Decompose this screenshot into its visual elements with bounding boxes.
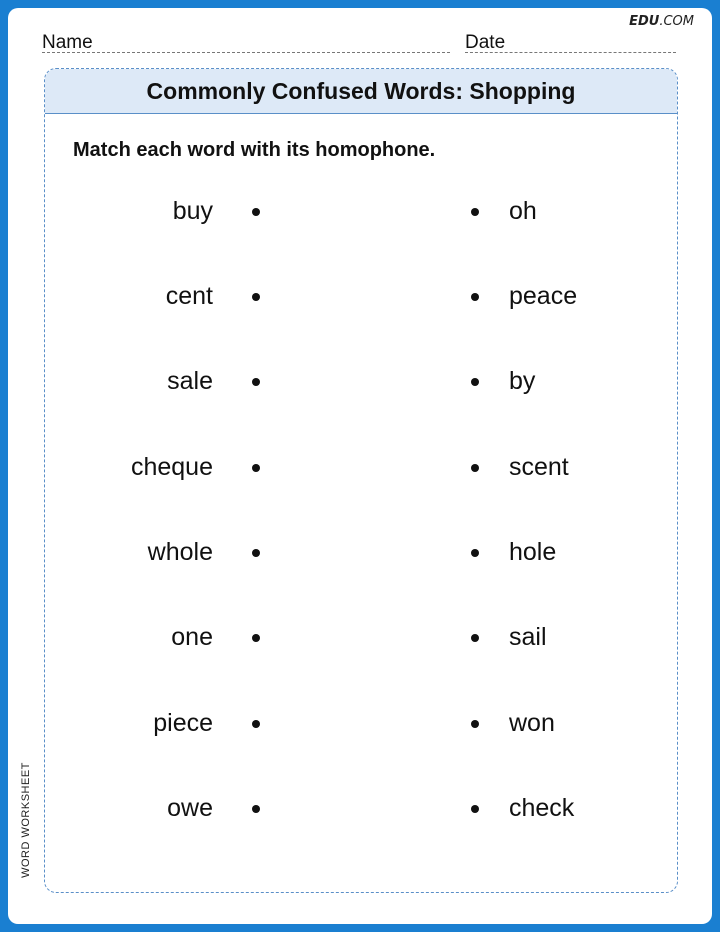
left-word: sale [167, 367, 213, 395]
left-dot[interactable] [252, 208, 260, 216]
instruction-text: Match each word with its homophone. [73, 139, 436, 161]
name-line[interactable] [42, 52, 450, 53]
right-word: sail [509, 623, 547, 651]
left-dot[interactable] [252, 634, 260, 642]
match-row [45, 623, 677, 663]
left-word: owe [167, 794, 213, 822]
right-word: scent [509, 453, 569, 481]
right-dot[interactable] [471, 720, 479, 728]
match-row [45, 282, 677, 322]
right-dot[interactable] [471, 208, 479, 216]
left-dot[interactable] [252, 293, 260, 301]
exercise-box [44, 68, 678, 893]
left-word: buy [172, 197, 213, 225]
match-row [45, 794, 677, 834]
right-word: hole [509, 538, 557, 566]
left-dot[interactable] [252, 464, 260, 472]
right-word: won [509, 709, 555, 737]
match-row [45, 197, 677, 237]
right-dot[interactable] [471, 293, 479, 301]
right-dot[interactable] [471, 634, 479, 642]
name-label: Name [42, 32, 93, 53]
right-dot[interactable] [471, 549, 479, 557]
left-word: cheque [130, 453, 213, 481]
side-label: WORD WORKSHEET [20, 762, 32, 878]
right-dot[interactable] [471, 805, 479, 813]
right-word: oh [509, 197, 537, 225]
right-word: peace [509, 282, 578, 310]
right-word: check [509, 794, 575, 822]
match-row [45, 367, 677, 407]
date-label: Date [465, 32, 506, 53]
left-word: piece [153, 709, 213, 737]
left-dot[interactable] [252, 720, 260, 728]
left-word: one [171, 623, 213, 651]
match-row [45, 453, 677, 493]
worksheet-page [8, 8, 712, 924]
date-line[interactable] [465, 52, 676, 53]
brand-logo: EDU.COM [629, 14, 694, 29]
worksheet-title: Commonly Confused Words: Shopping [45, 69, 677, 114]
left-word: cent [165, 282, 213, 310]
left-word: whole [147, 538, 213, 566]
left-dot[interactable] [252, 549, 260, 557]
right-dot[interactable] [471, 378, 479, 386]
right-dot[interactable] [471, 464, 479, 472]
left-dot[interactable] [252, 805, 260, 813]
left-dot[interactable] [252, 378, 260, 386]
match-row [45, 709, 677, 749]
right-word: by [509, 367, 536, 395]
match-row [45, 538, 677, 578]
